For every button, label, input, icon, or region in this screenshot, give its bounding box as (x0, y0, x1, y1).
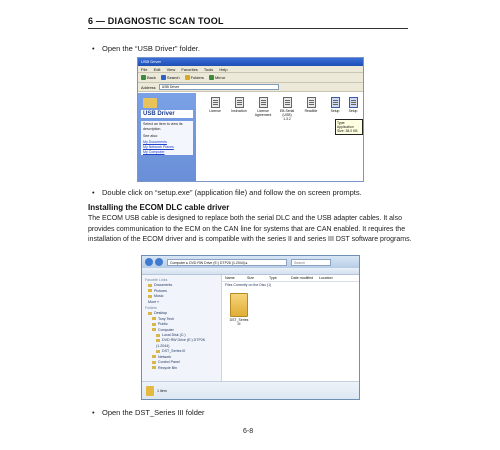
tree-label: Recycle Bin (158, 365, 177, 370)
bullet-double-click (92, 188, 362, 197)
column-date-modified[interactable]: Date modified (291, 276, 314, 280)
menu-file[interactable]: File (141, 67, 148, 72)
file-name: Instruction (231, 109, 247, 113)
folder-icon (143, 98, 157, 108)
search-icon (161, 75, 166, 80)
bullet-open-usb (92, 44, 200, 53)
tree-label: Computer (158, 327, 174, 332)
file-name: ReadMe (304, 109, 318, 113)
search-label: Search (166, 74, 180, 80)
favorite-label: Pictures (154, 288, 167, 293)
file-name: License (209, 109, 221, 113)
bullet-text: Open the “USB Driver” folder. (102, 44, 200, 53)
section-rule (88, 28, 408, 29)
bullet-text: Open the DST_Series III folder (102, 408, 205, 417)
file-item[interactable] (252, 97, 274, 117)
favorite-label: Documents (154, 283, 173, 288)
back-arrow-icon (141, 75, 146, 80)
status-text: 1 item (157, 388, 167, 393)
folder-icon (148, 312, 152, 315)
tree-label: Desktop (154, 311, 168, 316)
file-subname: 1.3.2 (283, 117, 291, 121)
folder-item-dst-series[interactable] (228, 293, 250, 326)
task-pane (138, 93, 196, 181)
file-list (196, 93, 363, 181)
address-input[interactable]: USB Driver (159, 84, 279, 90)
file-item[interactable] (300, 97, 322, 113)
tree-label: Tony Tech (158, 316, 175, 321)
bullet-dot: • (92, 408, 95, 417)
file-name: Setup (348, 109, 358, 113)
tree-label: Network (158, 354, 172, 359)
address-input[interactable]: Computer ▸ DVD RW Drive (E:) DTP26 (1.2044) ▸ (167, 259, 287, 266)
mirror-icon (209, 75, 214, 80)
column-type[interactable]: Type (269, 276, 277, 280)
favorites-header: Favorite Links (145, 278, 168, 282)
explorer-vista-screenshot (141, 255, 360, 400)
address-bar (142, 256, 359, 268)
menu-tools[interactable]: Tools (203, 67, 214, 72)
details-pane (142, 381, 359, 399)
tree-label: DST_Series III (162, 349, 186, 354)
group-header: Files Currently on the Disc (1) (225, 283, 272, 287)
back-arrow-icon[interactable] (145, 258, 153, 266)
file-tooltip (335, 119, 363, 135)
link-my-network-places[interactable]: My Network Places (141, 145, 193, 150)
file-name: License (257, 109, 269, 113)
document-icon (307, 97, 316, 108)
search-input[interactable]: Search (291, 259, 331, 266)
column-name[interactable]: Name (225, 276, 235, 280)
bullet-open-dst (92, 408, 205, 417)
column-size[interactable]: Size (247, 276, 254, 280)
tree-item[interactable] (145, 366, 218, 371)
paragraph: The ECOM USB cable is designed to replace both the serial DLC and the USB adapter cables. It also provides communication to the ECM on the CAN line for systems that are CAN enabled. It requires the installation of the ECOM driver and is compatible with the series II and series III DST software programs. (88, 215, 412, 243)
back-button[interactable] (141, 73, 156, 83)
task-pane-hint: Select an item to view its description. (141, 121, 193, 133)
link-my-computer[interactable]: My Computer (141, 150, 193, 155)
recycle-bin-icon (152, 366, 156, 369)
menu-view[interactable]: View (166, 67, 176, 72)
favorites-more[interactable]: More » (148, 299, 160, 304)
file-item[interactable] (342, 97, 364, 113)
file-name: EB-Serial (USB) (279, 109, 295, 117)
forward-arrow-icon[interactable] (155, 258, 163, 266)
document-icon (211, 97, 220, 108)
folder-icon (148, 289, 152, 292)
bullet-dot: • (92, 44, 95, 53)
column-location[interactable]: Location (319, 276, 333, 280)
folders-button[interactable] (185, 73, 204, 83)
folder-label: DST_Series III (229, 318, 249, 326)
tooltip-size: Size: 38.0 KB (337, 129, 358, 133)
link-my-documents[interactable]: My Documents (141, 140, 193, 145)
file-item[interactable] (204, 97, 226, 113)
favorite-label: Music (154, 294, 164, 299)
folder-icon (148, 295, 152, 298)
folder-icon (148, 284, 152, 287)
tooltip-type: Type: Application (337, 121, 354, 129)
folder-icon (152, 323, 156, 326)
document-icon (283, 97, 292, 108)
back-label: Back (147, 74, 156, 80)
command-bar (142, 268, 359, 275)
mirror-button[interactable] (209, 73, 225, 83)
tree-label: DVD RW Drive (E:) DTP26 (1.2044) (156, 338, 205, 348)
tree-label: Local Disk (C:) (162, 333, 186, 338)
bullet-dot: • (92, 188, 95, 197)
file-item[interactable] (228, 97, 250, 113)
see-also-label: See also: (141, 133, 193, 140)
menu-favorites[interactable]: Favorites (181, 67, 198, 72)
dvd-icon (156, 339, 160, 342)
folder-icon (230, 293, 248, 317)
address-bar (138, 83, 363, 92)
search-button[interactable] (161, 73, 180, 83)
toolbar (138, 73, 363, 83)
section-title: 6 — DIAGNOSTIC SCAN TOOL (88, 16, 224, 26)
folders-label: Folders (190, 74, 204, 80)
menu-help[interactable]: Help (219, 67, 228, 72)
file-item[interactable] (276, 97, 298, 121)
page-number: 6-8 (243, 428, 254, 435)
setup-icon (331, 97, 340, 108)
drive-icon (156, 334, 160, 337)
tree-item[interactable] (145, 338, 218, 349)
tree-label: Public (158, 322, 168, 327)
document-icon (235, 97, 244, 108)
bullet-text: Double click on “setup.exe” (application file) and follow the on screen prompts. (102, 188, 362, 197)
folder-icon (146, 386, 154, 396)
file-name: Setup (330, 109, 340, 113)
folders-header[interactable]: Folders (145, 306, 157, 311)
address-label: Address (141, 84, 156, 90)
explorer-xp-screenshot (137, 57, 364, 182)
menu-edit[interactable]: Edit (153, 67, 161, 72)
folder-icon (152, 317, 156, 320)
task-pane-heading: USB Driver (141, 110, 193, 118)
folder-icon (156, 350, 160, 353)
mirror-label: Mirror (214, 74, 226, 80)
folder-icon (185, 75, 190, 80)
tree-label: Control Panel (158, 360, 180, 365)
window-title: USB Driver (138, 58, 363, 66)
computer-icon (152, 328, 156, 331)
setup-icon (349, 97, 358, 108)
file-subname: Agreement (254, 113, 272, 117)
explorer-body (138, 93, 363, 181)
subheading: Installing the ECOM DLC cable driver (88, 203, 230, 212)
column-headers (222, 275, 359, 282)
document-icon (259, 97, 268, 108)
control-panel-icon (152, 361, 156, 364)
network-icon (152, 355, 156, 358)
